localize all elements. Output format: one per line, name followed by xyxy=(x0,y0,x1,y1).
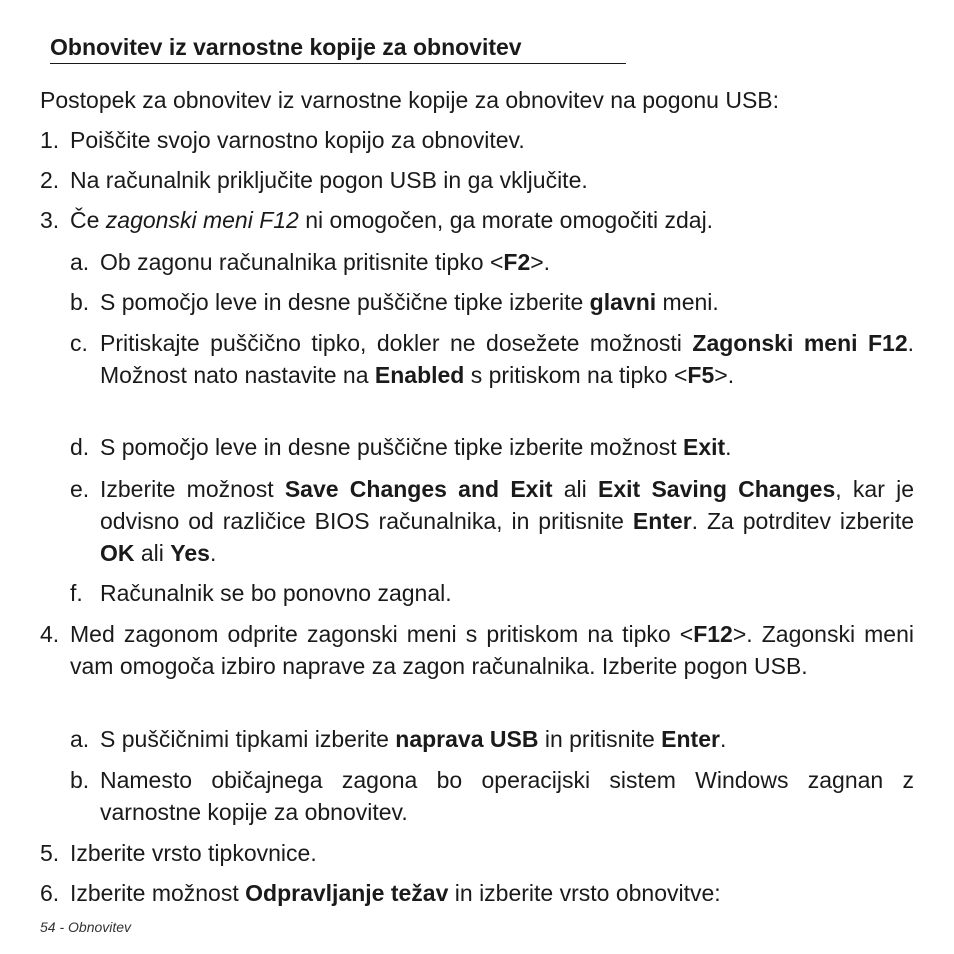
step-text: Poiščite svojo varnostno kopijo za obnovitev. xyxy=(70,127,525,153)
text-run: , kar je odvisno od različice BIOS računalnika, in pritisnite xyxy=(100,476,915,534)
substep-text xyxy=(100,431,914,463)
text-run: >. xyxy=(530,249,551,275)
text-run: Izberite možnost xyxy=(100,476,285,502)
step-number: 2. xyxy=(40,167,60,193)
text-run: ali xyxy=(134,540,171,566)
text-run: Ob zagonu računalnika pritisnite tipko < xyxy=(100,249,504,275)
substep-letter: a. xyxy=(70,249,90,275)
text-run: Če xyxy=(70,207,106,233)
text-run: in pritisnite xyxy=(538,726,662,752)
bold-term: Zagonski meni F12 xyxy=(692,330,908,356)
key-name: Enter xyxy=(661,726,720,752)
substep-letter: e. xyxy=(70,476,90,502)
bold-term: Exit xyxy=(682,434,726,460)
substep-text xyxy=(100,286,914,318)
substep-letter: f. xyxy=(70,580,83,606)
text-run: Med zagonom odprite zagonski meni s pritiskom na tipko < xyxy=(70,621,694,647)
text-run: S pomočjo leve in desne puščične tipke izberite xyxy=(100,289,590,315)
text-run: S pomočjo leve in desne puščične tipke izberite možnost xyxy=(100,434,683,460)
step-text: Na računalnik priključite pogon USB in ga vključite. xyxy=(70,167,588,193)
step-text xyxy=(70,618,914,682)
bold-term: Enabled xyxy=(374,362,465,388)
bold-term: OK xyxy=(100,540,135,566)
bold-term: Odpravljanje težav xyxy=(245,880,449,906)
substep-text xyxy=(100,723,914,755)
bold-term: naprava USB xyxy=(395,726,539,752)
intro-paragraph: Postopek za obnovitev iz varnostne kopije za obnovitev na pogonu USB: xyxy=(40,87,780,113)
substep-letter: a. xyxy=(70,726,90,752)
bold-term: Save Changes and Exit xyxy=(284,476,553,502)
text-run: meni. xyxy=(656,289,719,315)
substep-letter: b. xyxy=(70,289,90,315)
key-name: Enter xyxy=(632,508,692,534)
text-run: ni omogočen, ga morate omogočiti zdaj. xyxy=(298,207,714,233)
substep-text xyxy=(100,327,914,391)
substep-text: Namesto običajnega zagona bo operacijski sistem Windows zagnan z varnostne kopije za obnovitev. xyxy=(100,767,914,825)
substep-letter: b. xyxy=(70,767,90,793)
step-number: 5. xyxy=(40,840,60,866)
bold-term: Exit Saving Changes xyxy=(598,476,836,502)
substep-letter: c. xyxy=(70,330,88,356)
key-name: F2 xyxy=(503,249,531,275)
text-run: . Za potrditev izberite xyxy=(691,508,915,534)
text-run: >. Zagonski meni vam omogoča izbiro naprave za zagon računalnika. Izberite pogon USB. xyxy=(70,621,914,679)
step-text xyxy=(70,877,914,909)
text-run: >. xyxy=(714,362,735,388)
bold-term: Yes xyxy=(170,540,210,566)
text-run: Pritiskajte puščično tipko, dokler ne dosežete možnosti xyxy=(100,330,693,356)
italic-term: zagonski meni F12 xyxy=(105,207,299,233)
key-name: F12 xyxy=(693,621,733,647)
step-number: 4. xyxy=(40,621,60,647)
substep-letter: d. xyxy=(70,434,90,460)
text-run: . xyxy=(209,540,217,566)
step-number: 6. xyxy=(40,880,60,906)
step-text: Izberite vrsto tipkovnice. xyxy=(70,840,317,866)
text-run: . xyxy=(725,434,732,460)
bold-term: glavni xyxy=(589,289,657,315)
key-name: F5 xyxy=(687,362,715,388)
step-text xyxy=(70,204,914,236)
text-run: . Možnost nato nastavite na xyxy=(100,330,915,388)
substep-text: Računalnik se bo ponovno zagnal. xyxy=(100,580,452,606)
text-run: S puščičnimi tipkami izberite xyxy=(100,726,396,752)
page-footer: 54 - Obnovitev xyxy=(40,919,132,935)
section-heading: Obnovitev iz varnostne kopije za obnovitev xyxy=(50,31,626,64)
text-run: Izberite možnost xyxy=(70,880,246,906)
text-run: . xyxy=(719,726,727,752)
substep-text xyxy=(100,246,914,278)
text-run: s pritiskom na tipko < xyxy=(464,362,688,388)
text-run: ali xyxy=(552,476,599,502)
step-number: 1. xyxy=(40,127,60,153)
substep-text xyxy=(100,473,914,569)
step-number: 3. xyxy=(40,207,60,233)
text-run: in izberite vrsto obnovitve: xyxy=(448,880,721,906)
